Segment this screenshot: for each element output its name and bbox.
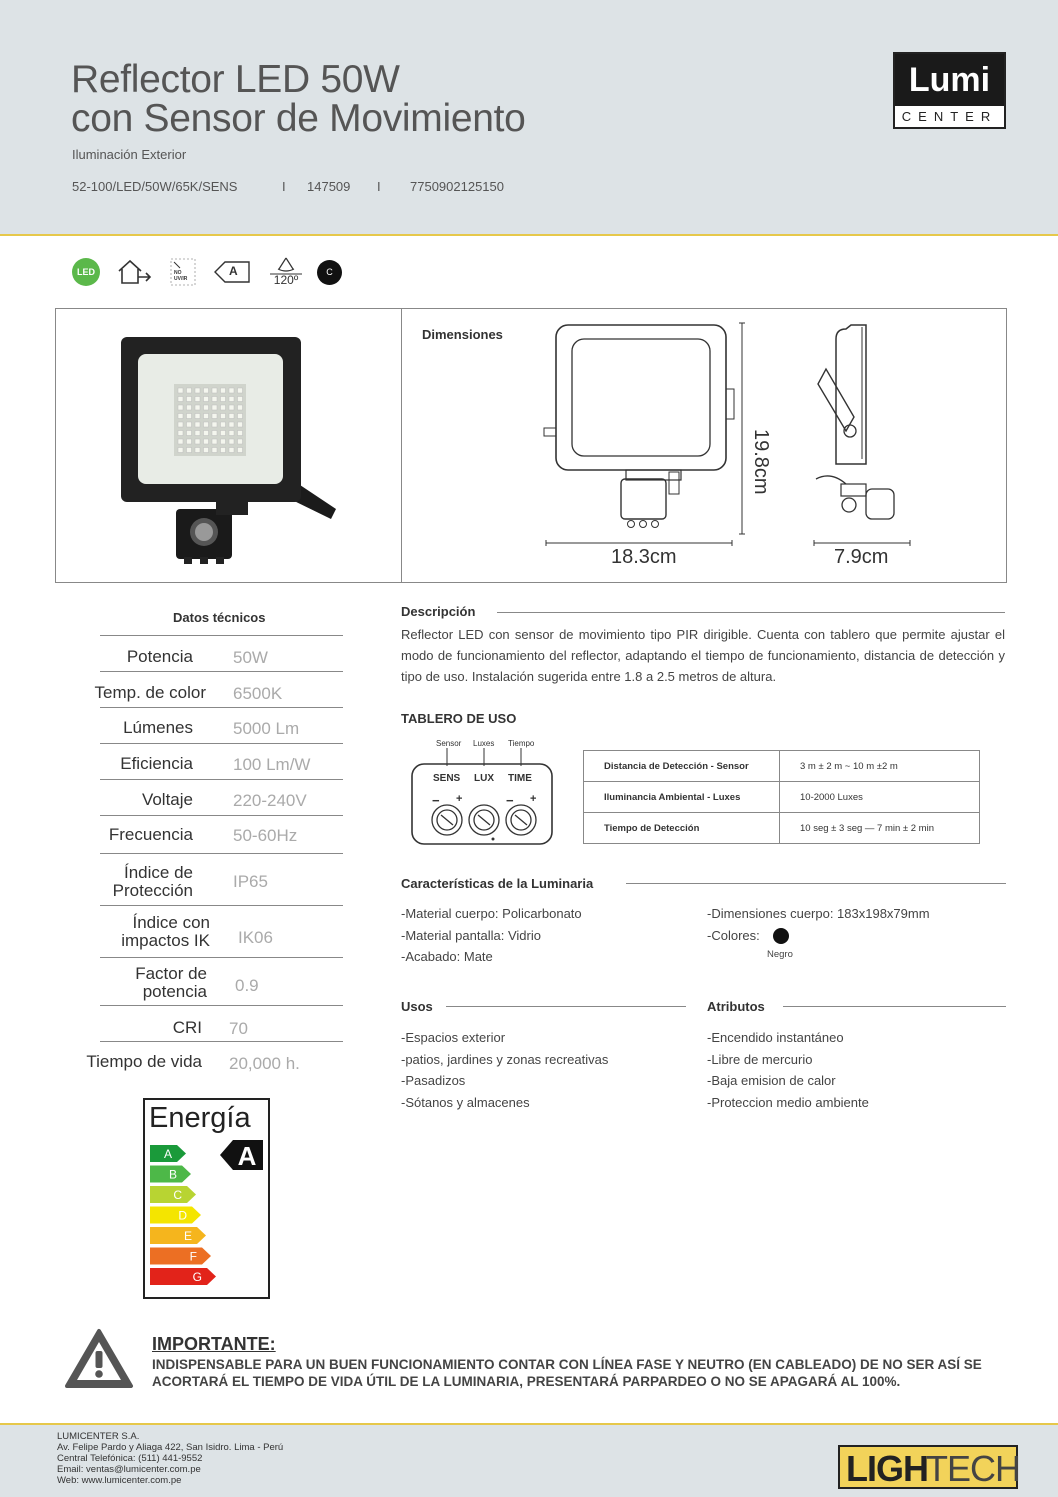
energy-label (143, 1098, 270, 1299)
spec-label: Voltaje (141, 790, 193, 809)
frame-divider (401, 309, 402, 582)
company-info (57, 1431, 283, 1486)
plus-sign: + (456, 793, 463, 805)
list-item: -Dimensiones cuerpo: 183x198x79mm (707, 906, 930, 921)
energy-bar-label: G (192, 1270, 202, 1284)
spec-row (100, 1005, 343, 1041)
spec-value: 220-240V (233, 791, 307, 810)
spec-value: IK06 (238, 928, 273, 947)
table-cell-key: Iluminancia Ambiental - Luxes (584, 782, 780, 813)
product-codes (72, 179, 504, 194)
knob-label-lux: LUX (474, 773, 494, 784)
spec-row (100, 815, 343, 853)
spec-label: Índice con impactos IK (121, 913, 210, 950)
spec-row (100, 743, 343, 779)
importante-text: INDISPENSABLE PARA UN BUEN FUNCIONAMIENTO CONTAR CON LÍNEA FASE Y NEUTRO (EN CABLEADO) DE NO SER ASÍ SE ACORTARÁ EL TIEMPO DE VIDA ÚTIL DE LA LUMINARIA, PRESENTARÁ PARPARDEO O NO SE APAGARÁ AL 100%. (152, 1357, 982, 1389)
panel-label-sensor: Sensor (436, 739, 462, 748)
company-address: Av. Felipe Pardo y Aliaga 422, San Isidro. Lima - Perú (57, 1442, 284, 1453)
importante-title: IMPORTANTE: (152, 1334, 276, 1354)
company-name: LUMICENTER S.A. (57, 1431, 140, 1442)
list-item: -Sótanos y almacenes (401, 1094, 530, 1110)
table-cell-value: 10-2000 Luxes (780, 782, 980, 813)
spec-value: 100 Lm/W (233, 755, 311, 774)
spec-label: Potencia (126, 647, 193, 666)
no-uvir-icon: NO UV/IR (170, 258, 196, 286)
spec-row (100, 853, 343, 905)
front-view-drawing (536, 319, 766, 569)
control-panel-diagram (410, 738, 555, 848)
code-separator: I (282, 179, 286, 194)
list-item: -Material pantalla: Vidrio (401, 927, 541, 943)
list-item: -Colores: (707, 927, 760, 943)
divider (446, 1006, 686, 1007)
color-swatch-black (773, 928, 789, 944)
caracteristicas-right-list (707, 903, 930, 946)
energy-bar-f (150, 1248, 211, 1265)
company-web: Web: www.lumicenter.com.pe (57, 1475, 182, 1486)
energy-bar-label: C (173, 1188, 182, 1202)
spec-row (100, 905, 343, 957)
spec-value: 5000 Lm (233, 719, 300, 738)
energy-bar-e (150, 1227, 206, 1244)
spec-row (100, 957, 343, 1005)
panel-label-luxes: Luxes (473, 739, 495, 748)
spec-value: 0.9 (235, 976, 259, 995)
minus-sign: − (506, 793, 514, 808)
spec-label: Índice de Protección (112, 863, 193, 900)
spec-row (86, 1041, 343, 1077)
spec-row (100, 779, 343, 815)
list-item: -Material cuerpo: Policarbonato (401, 906, 582, 921)
energy-bar-label: F (189, 1249, 197, 1264)
lumicenter-logo: Lumi CENTER (893, 52, 1006, 129)
list-item: -Espacios exterior (401, 1030, 506, 1045)
beam-angle-icon: 120º (266, 254, 306, 292)
descripcion-text: Reflector LED con sensor de movimiento tipo PIR dirigible. Cuenta con tablero que permite ajustar el modo de funcionamiento del reflector, adaptando el tiempo de funcionamiento, distancia de detección y tipo de uso. Instalación sugerida entre 1.8 a 2.5 metros de altura. (401, 627, 1005, 684)
spec-value: 70 (229, 1019, 248, 1038)
spec-value: 20,000 h. (229, 1054, 300, 1073)
caracteristicas-title: Características de la Luminaria (401, 876, 594, 891)
spec-value: 50-60Hz (233, 826, 298, 845)
knob-label-sens: SENS (433, 773, 461, 784)
dimensions-label: Dimensiones (422, 327, 503, 342)
energy-bar-label: A (163, 1147, 172, 1161)
divider (626, 883, 1006, 884)
caracteristicas-left-list (401, 903, 582, 968)
atributos-list (707, 1027, 869, 1113)
energy-bar-g (150, 1268, 216, 1285)
energy-bar-label: B (168, 1167, 177, 1182)
spec-label: Tiempo de vida (86, 1052, 202, 1071)
spec-label: Lúmenes (123, 718, 193, 737)
divider (497, 612, 1005, 613)
product-sku: 147509 (307, 179, 351, 194)
footer (0, 1423, 1058, 1497)
energy-bar-label: E (183, 1229, 192, 1243)
product-model-code: 52-100/LED/50W/65K/SENS (72, 179, 238, 194)
dimension-height: 19.8cm (750, 429, 772, 495)
spec-row (94, 671, 343, 707)
panel-settings-table (583, 750, 980, 844)
led-icon: LED (72, 258, 100, 286)
descripcion-title: Descripción (401, 604, 476, 619)
table-cell-key: Tiempo de Detección (584, 813, 780, 844)
side-view-drawing (806, 319, 916, 559)
table-cell-value: 10 seg ± 3 seg — 7 min ± 2 min (780, 813, 980, 844)
spec-value: 6500K (233, 684, 283, 703)
company-email: Email: ventas@lumicenter.com.pe (57, 1464, 201, 1475)
color-black-icon: C (317, 260, 342, 285)
product-ean: 7750902125150 (410, 179, 504, 194)
color-name: Negro (767, 949, 793, 960)
list-item: -Pasadizos (401, 1073, 466, 1088)
atributos-title: Atributos (707, 999, 765, 1014)
energy-class-arrow-icon: A (213, 260, 251, 284)
list-item: -patios, jardines y zonas recreativas (401, 1051, 609, 1067)
spec-row (100, 707, 343, 743)
tablero-title: TABLERO DE USO (401, 711, 517, 726)
table-cell-key: Distancia de Detección - Sensor (584, 751, 780, 782)
usos-list (401, 1027, 608, 1113)
list-item: -Acabado: Mate (401, 949, 493, 964)
energy-title: Energía (149, 1102, 251, 1134)
spec-label: Frecuencia (108, 825, 193, 844)
company-phone: Central Telefónica: (511) 441-9552 (57, 1453, 203, 1464)
energy-rating-letter: A (237, 1141, 257, 1171)
plus-sign: + (530, 793, 537, 805)
spec-row (100, 635, 343, 671)
energy-bar-d (150, 1207, 201, 1224)
table-cell-value: 3 m ± 2 m ~ 10 m ±2 m (780, 751, 980, 782)
warning-icon (64, 1328, 134, 1390)
list-item: -Libre de mercurio (707, 1051, 813, 1067)
spec-label: Factor de potencia (135, 964, 207, 1001)
energy-bar-label: D (178, 1208, 187, 1223)
datos-tecnicos-title: Datos técnicos (173, 610, 266, 625)
lightech-logo: LIGH TECH (838, 1445, 1018, 1489)
product-title-line1: Reflector LED 50W (71, 58, 400, 101)
spec-value: 50W (233, 648, 268, 667)
code-separator: I (377, 179, 381, 194)
spec-label: CRI (172, 1018, 202, 1037)
spec-label: Eficiencia (120, 754, 193, 773)
list-item: -Proteccion medio ambiente (707, 1094, 869, 1110)
table-row (584, 782, 980, 813)
dimension-depth: 7.9cm (834, 546, 889, 568)
usos-title: Usos (401, 999, 433, 1014)
spec-value: IP65 (233, 872, 268, 891)
product-photo (106, 329, 346, 574)
outdoor-house-icon (116, 258, 154, 291)
knob-label-time: TIME (508, 773, 532, 784)
spec-label: Temp. de color (94, 683, 206, 702)
list-item: -Baja emision de calor (707, 1073, 836, 1088)
table-row (584, 813, 980, 844)
dimension-width: 18.3cm (611, 546, 677, 568)
list-item: -Encendido instantáneo (707, 1030, 844, 1045)
header (0, 0, 1058, 236)
product-title-line2: con Sensor de Movimiento (71, 97, 526, 140)
panel-label-tiempo: Tiempo (508, 739, 535, 748)
minus-sign: − (432, 793, 440, 808)
product-category: Iluminación Exterior (72, 147, 187, 162)
table-row (584, 751, 980, 782)
product-frame (55, 308, 1007, 583)
divider (783, 1006, 1006, 1007)
